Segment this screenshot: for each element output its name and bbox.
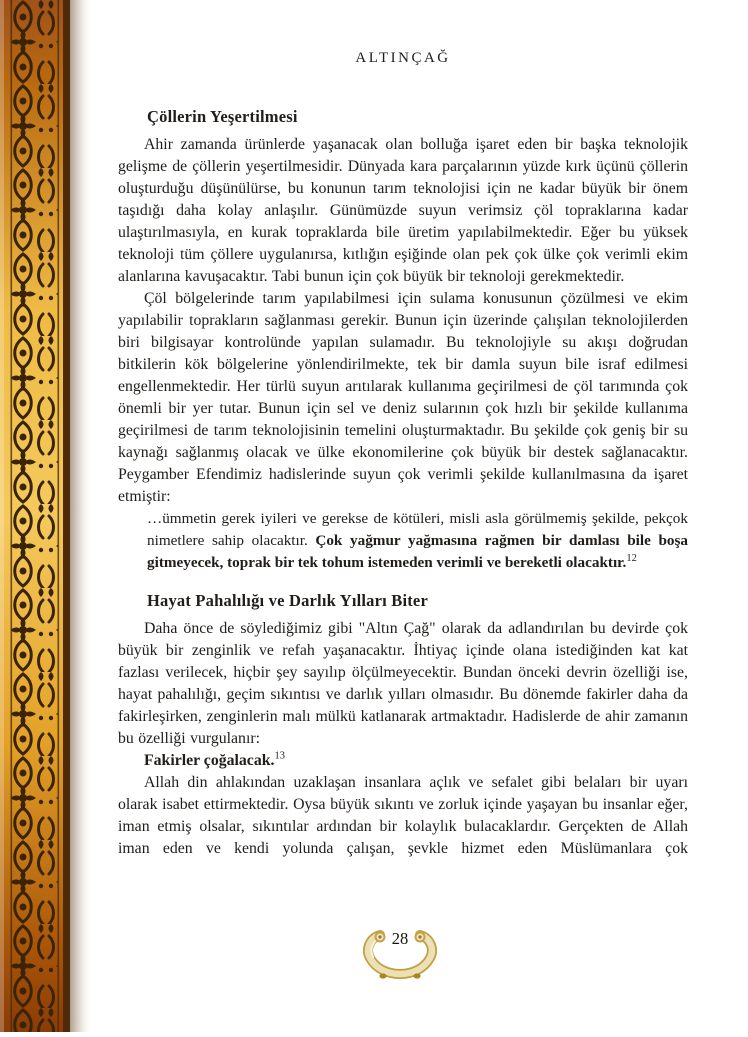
- hadith-line: [118, 750, 688, 772]
- paragraph: Ahir zamanda ürünlerde yaşanacak olan bolluğa işaret eden bir başka teknolojik gelişme de çöllerin yeşertilmesidir. Dünyada kara parçalarının yüzde kırk üçünü çöllerin oluşturduğu düşünülürse, bu konunun tarım teknolojisi için ne kadar büyük bir önem taşıdığı daha kolay anlaşılır. Günümüzde suyun verimsiz çöl topraklarına kadar ulaştırılmasıyla, en kurak topraklarda bile üretim yapılabilmektedir. Eğer bu yüksek teknoloji tüm çöllere uygulanırsa, kıtlığın eşiğinde olan pek çok ülke çok verimli ekim alanlarına kavuşacaktır. Tabi bunun için çok büyük bir teknoloji gerekmektedir.: [118, 136, 688, 285]
- paragraph: Allah din ahlakından uzaklaşan insanlara açlık ve sefalet gibi belaları bir uyarı olarak isabet ettirmektedir. Oysa büyük sıkıntı ve zorluk içinde yaşayan bu insanlar eğer, iman etmiş olsalar, sıkıntılar ardından bir kolaylık bulacaklardır. Gerçekten de Allah iman eden ve kendi yolunda çalışan, şevkle hizmet eden Müslümanlara çok: [118, 774, 688, 857]
- section-heading-colleri: Çöllerin Yeşertilmesi: [147, 107, 298, 126]
- page-number: 28: [391, 929, 409, 948]
- page-content: [118, 50, 688, 860]
- section-heading-hayat: Hayat Pahalılığı ve Darlık Yılları Biter: [147, 591, 428, 610]
- footnote-ref-12: 12: [626, 552, 637, 564]
- running-header: ALTINÇAĞ: [355, 50, 451, 66]
- quote-text-bold: Çok yağmur yağmasına rağmen bir damlası bile boşa gitmeyecek, toprak bir tek tohum istemeden verimli ve bereketli olacaktır.: [147, 532, 688, 571]
- border-edge-line: [63, 0, 70, 1032]
- page-number-ornament: [362, 926, 438, 980]
- hadith-text-bold: Fakirler çoğalacak.: [144, 752, 275, 769]
- footnote-ref-13: 13: [274, 750, 285, 762]
- paragraph: Daha önce de söylediğimiz gibi "Altın Çağ" olarak da adlandırılan bu devirde çok büyük bir zenginlik ve refah yaşanacaktır. İhtiyaç içinde olana istediğinden kat kat fazlası verilecek, hiçbir şey sayılıp ölçülmeyecektir. Bundan önceki devrin özelliği ise, hayat pahalılığı, geçim sıkıntısı ve darlık yılları olmasıdır. Bu dönemde fakirler daha da fakirleşirken, zenginlerin malı mülkü katlanarak artmaktadır. Hadislerde de ahir zamanın bu özelliği vurgulanır:: [118, 620, 688, 747]
- ornamental-border: [0, 0, 95, 1032]
- hadith-quote: [147, 508, 688, 574]
- ornamental-border-graphic: [0, 0, 95, 1032]
- quote-text: …ümmetin gerek iyileri ve gerekse de kötüleri, misli asla görülmemiş şekilde, pekçok nimetlere sahip olacaktır.: [147, 510, 688, 549]
- border-shadow: [70, 0, 92, 1032]
- paragraph: Çöl bölgelerinde tarım yapılabilmesi için sulama konusunun çözülmesi ve ekim yapılabilir toprakların sağlanması gerekir. Bunun için üzerinde çalışılan teknolojilerden biri bilgisayar kontrolünde yapılan sulamadır. Bu teknolojiyle su akışı doğrudan bitkilerin kök bölgelerine yönlendirilmekte, tek bir damla suyun bile israf edilmesi engellenmektedir. Her türlü suyun arıtılarak kullanıma geçirilmesi de çöl tarımında çok önemli bir yer tutar. Bunun için sel ve deniz sularının çok hızlı bir şekilde kullanıma geçirilmesi de tarım teknolojisinin temelini oluşturmaktadır. Bu şekilde çok geniş bir su kaynağı sağlanmış olacak ve ülke ekonomilerine çok büyük bir destek sağlanacaktır. Peygamber Efendimiz hadislerinde suyun çok verimli şekilde kullanılmasına da işaret etmiştir:: [118, 290, 688, 505]
- border-arabesque-pattern: [11, 0, 58, 1032]
